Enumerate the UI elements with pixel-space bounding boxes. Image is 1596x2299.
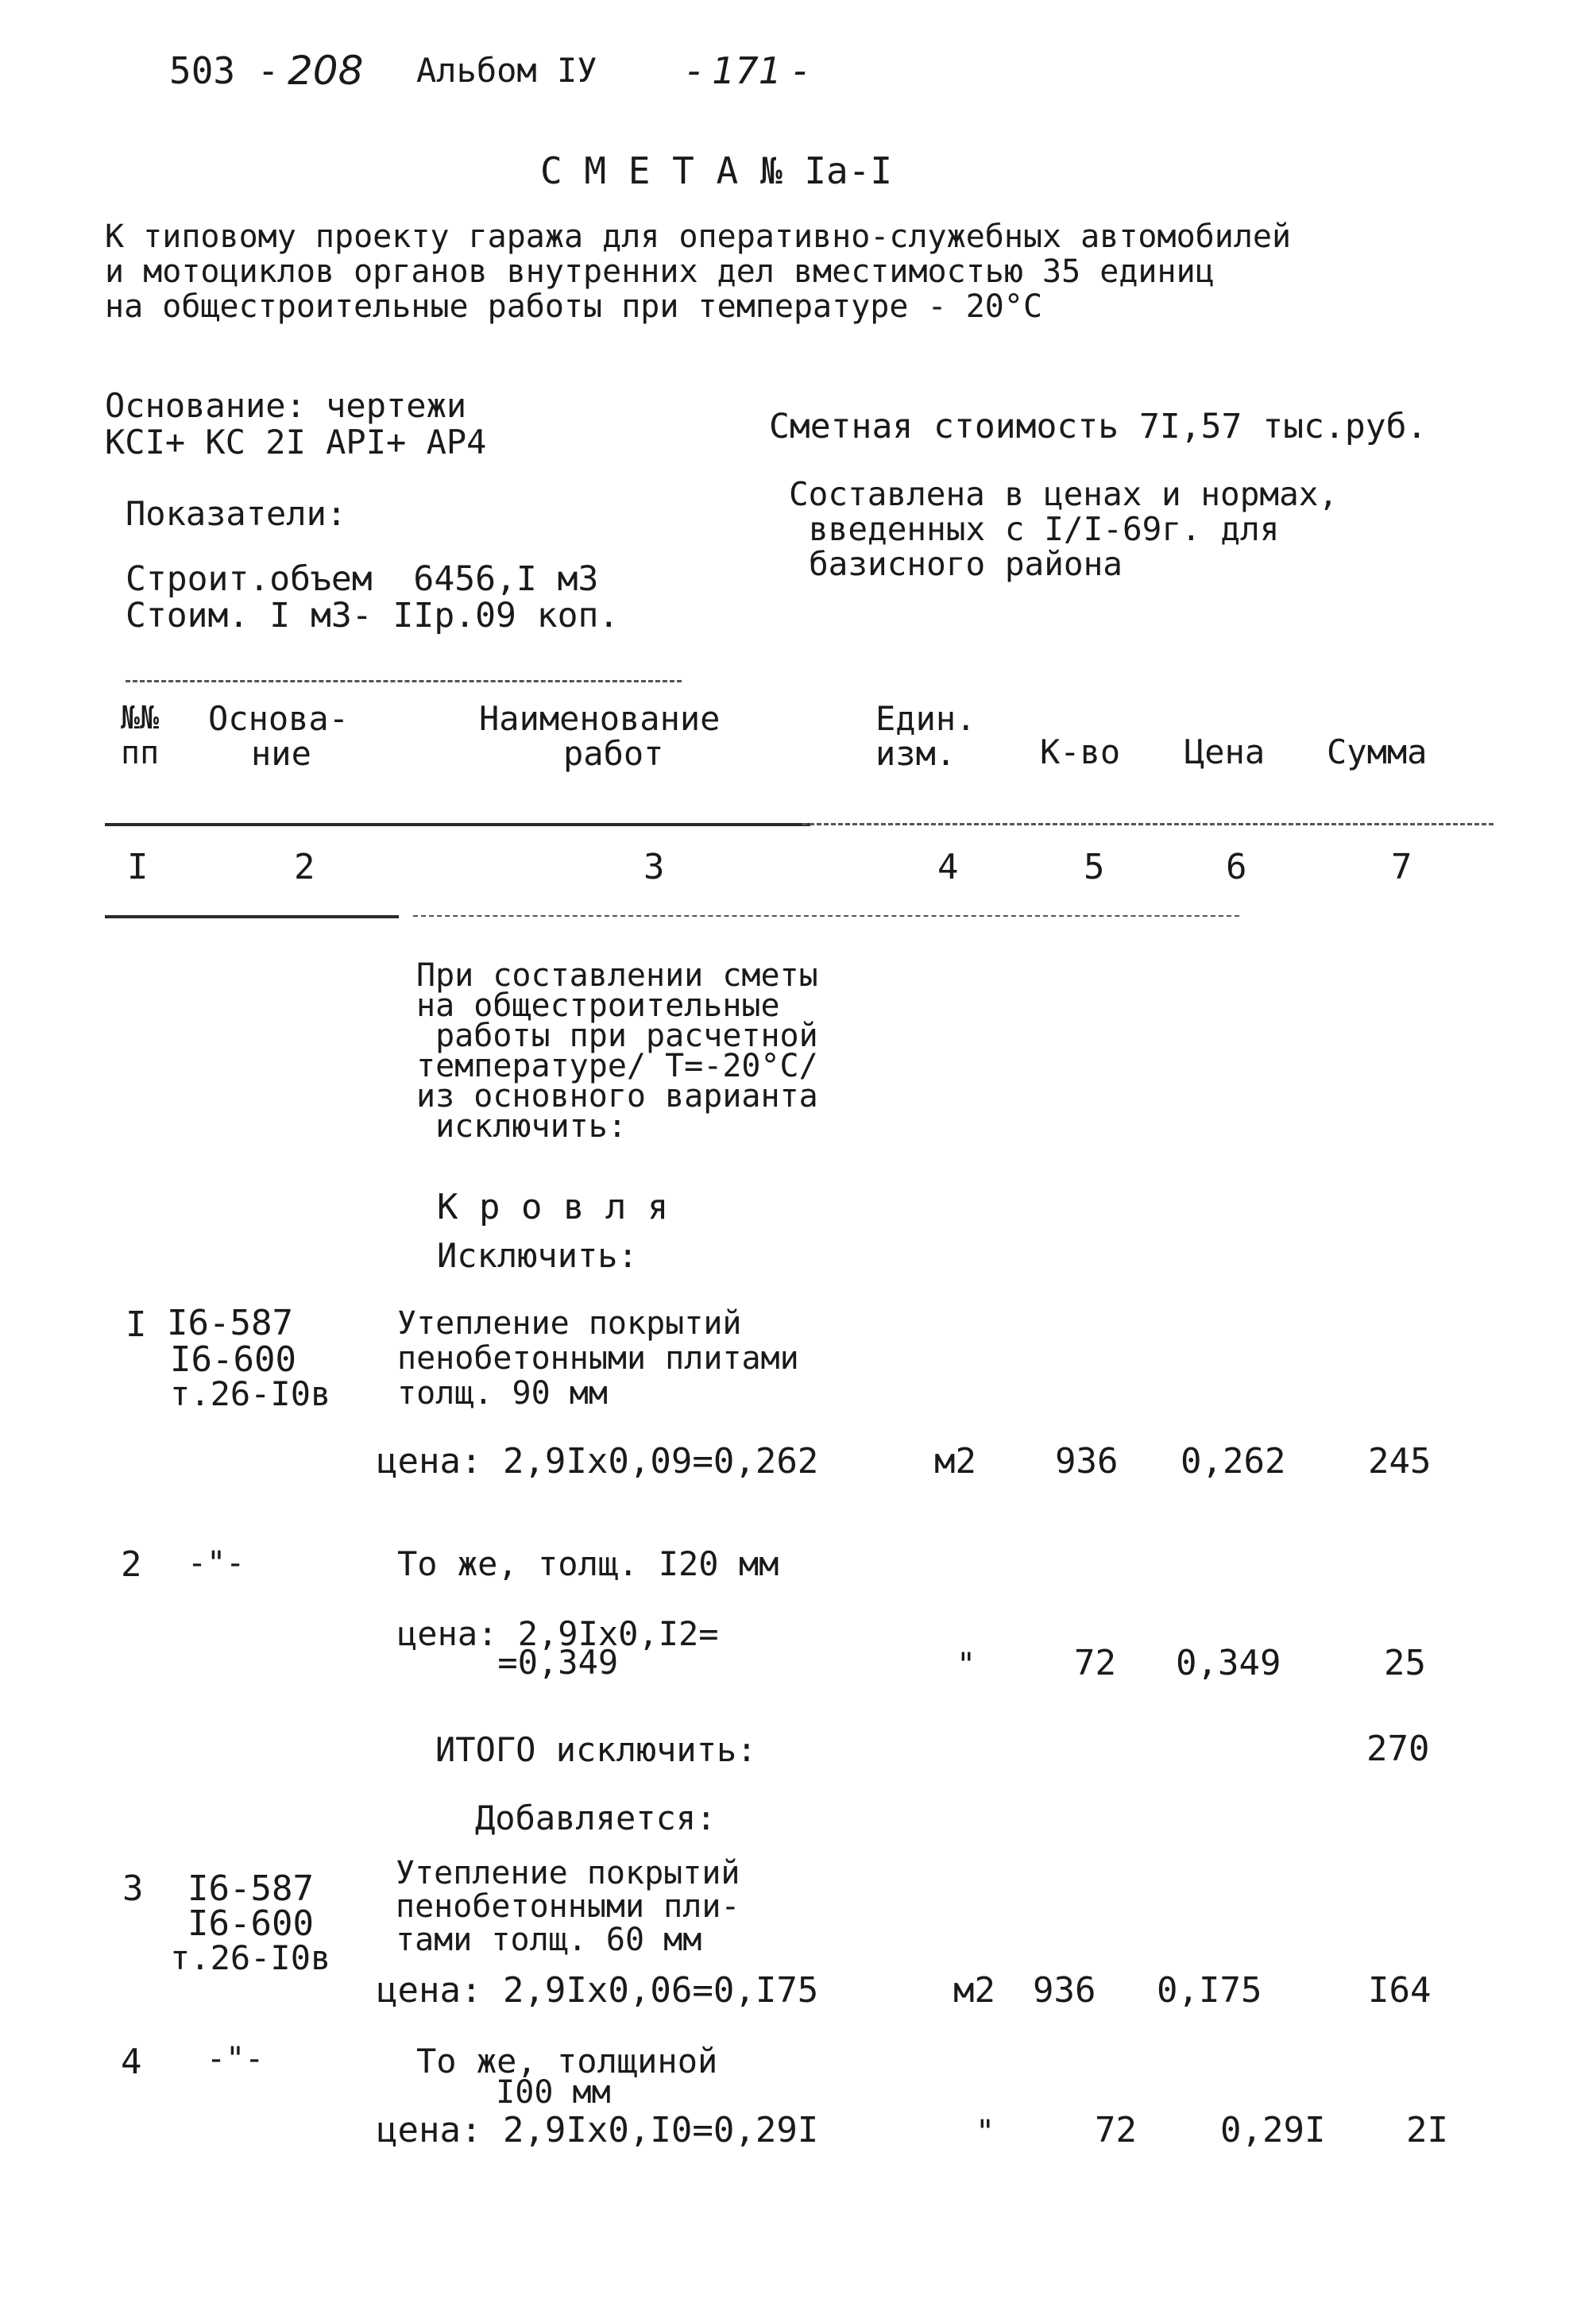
row1-name-2: пенобетонными плитами [397,1340,799,1377]
row1-basis-2: I6-600 [170,1339,296,1380]
column-number-2: 2 [294,847,315,887]
exclude-label: Исключить: [437,1236,638,1275]
header-mid-rule-right [802,823,1494,825]
row1-unit: м2 [934,1441,976,1482]
col-basis-header-1: Основа- [208,699,350,738]
row3-unit: м2 [953,1970,995,2011]
indicators-label: Показатели: [126,494,347,533]
row3-basis-1: I6-587 [187,1868,314,1909]
column-number-6: 6 [1226,847,1247,887]
prices-line-2: введенных с I/I-69г. для [809,510,1280,548]
add-label: Добавляется: [475,1799,717,1837]
basis-line-2: КСI+ КС 2I АРI+ АР4 [105,423,487,462]
row1-formula: цена: 2,9Ix0,09=0,262 [377,1441,819,1482]
row4-price: 0,29I [1220,2110,1326,2150]
col-sum-header: Сумма [1327,732,1428,771]
row1-name-3: толщ. 90 мм [397,1375,608,1412]
intro-line-6: исключить: [416,1108,627,1145]
col-unit-header-2: изм. [875,734,956,773]
row2-basis: -"- [187,1545,245,1582]
col-name-header-1: Наименование [479,699,721,738]
album-code-prefix: 503 - [169,49,280,92]
row4-sum: 2I [1406,2110,1448,2150]
row1-qty: 936 [1055,1441,1119,1482]
col-num-header-1: №№ [121,700,160,736]
row1-price: 0,262 [1181,1441,1286,1482]
prices-line-1: Составлена в ценах и нормах, [789,475,1339,513]
row2-price: 0,349 [1176,1643,1281,1683]
row2-qty: 72 [1074,1643,1116,1683]
basis-line-1: Основание: чертежи [105,386,467,425]
row4-num: 4 [121,2042,142,2082]
row1-basis-3: т.26-I0в [170,1374,331,1413]
intro-line-4: температуре/ Т=-20°С/ [416,1048,818,1084]
row3-num: 3 [122,1868,144,1909]
column-number-1: I [127,847,149,887]
row2-sum: 25 [1384,1643,1426,1683]
row4-basis: -"- [207,2041,265,2077]
row2-formula-1: цена: 2,9Ix0,I2= [397,1614,719,1653]
col-basis-header-2: ние [251,734,311,773]
intro-line-2: на общестроительные [416,987,780,1024]
subtitle-line-1: К типовому проекту гаража для оперативно-служебных автомобилей [105,218,1292,255]
building-volume: Строит.объем 6456,I м3 [126,559,599,599]
total-exclude-label: ИТОГО исключить: [435,1730,757,1769]
row1-basis-1: I6-587 [167,1303,293,1343]
album-label: Альбом IУ [416,51,597,90]
column-number-5: 5 [1084,847,1105,887]
page-number: - 171 - [687,49,807,92]
intro-line-1: При составлении сметы [416,957,818,994]
row1-sum: 245 [1368,1441,1432,1482]
row1-name-1: Утепление покрытий [397,1305,742,1342]
total-exclude-value: 270 [1366,1729,1430,1769]
header-bottom-rule-right [413,915,1239,917]
header-mid-rule [105,823,810,826]
estimated-cost: Сметная стоимость 7I,57 тыс.руб. [769,407,1428,446]
col-price-header: Цена [1184,732,1266,771]
row3-name-2: пенобетонными пли- [396,1888,740,1925]
row1-num: I [126,1304,147,1345]
row3-sum: I64 [1368,1970,1432,2011]
row3-name-3: тами толщ. 60 мм [396,1922,702,1958]
col-qty-header: К-во [1040,732,1121,771]
column-number-7: 7 [1391,847,1412,887]
album-code-number: 208 [288,48,364,94]
header-top-rule [126,680,682,682]
row4-name-2: I00 мм [458,2074,611,2111]
row3-basis-3: т.26-I0в [170,1938,331,1977]
row2-unit: " [956,1647,976,1683]
subtitle-line-3: на общестроительные работы при температуре - 20°С [105,288,1043,325]
prices-line-3: базисного района [809,545,1123,583]
row3-formula: цена: 2,9Ix0,06=0,I75 [377,1970,819,2011]
column-number-3: 3 [643,847,665,887]
row2-name: То же, толщ. I20 мм [397,1544,779,1583]
row4-qty: 72 [1095,2110,1137,2150]
row4-unit: " [976,2114,995,2150]
unit-cost: Стоим. I м3- IIр.09 коп. [126,596,620,636]
row4-formula: цена: 2,9Ix0,I0=0,29I [377,2110,819,2150]
col-unit-header-1: Един. [875,699,976,738]
row3-price: 0,I75 [1157,1970,1262,2011]
row3-basis-2: I6-600 [187,1903,314,1944]
row4-name-1: То же, толщиной [416,2042,718,2081]
section-heading: К р о в л я [437,1187,669,1227]
intro-line-3: работы при расчетной [416,1018,818,1054]
col-name-header-2: работ [563,734,664,773]
row2-formula-2: =0,349 [397,1643,619,1682]
intro-line-5: из основного варианта [416,1078,818,1115]
row3-qty: 936 [1033,1970,1096,2011]
row3-name-1: Утепление покрытий [396,1855,740,1891]
col-num-header-2: пп [121,735,160,771]
header-bottom-rule [105,915,399,918]
page-title: С М Е Т А № Iа-I [540,149,893,192]
column-number-4: 4 [937,847,959,887]
row2-num: 2 [121,1544,142,1585]
subtitle-line-2: и мотоциклов органов внутренних дел вместимостью 35 единиц [105,253,1215,290]
